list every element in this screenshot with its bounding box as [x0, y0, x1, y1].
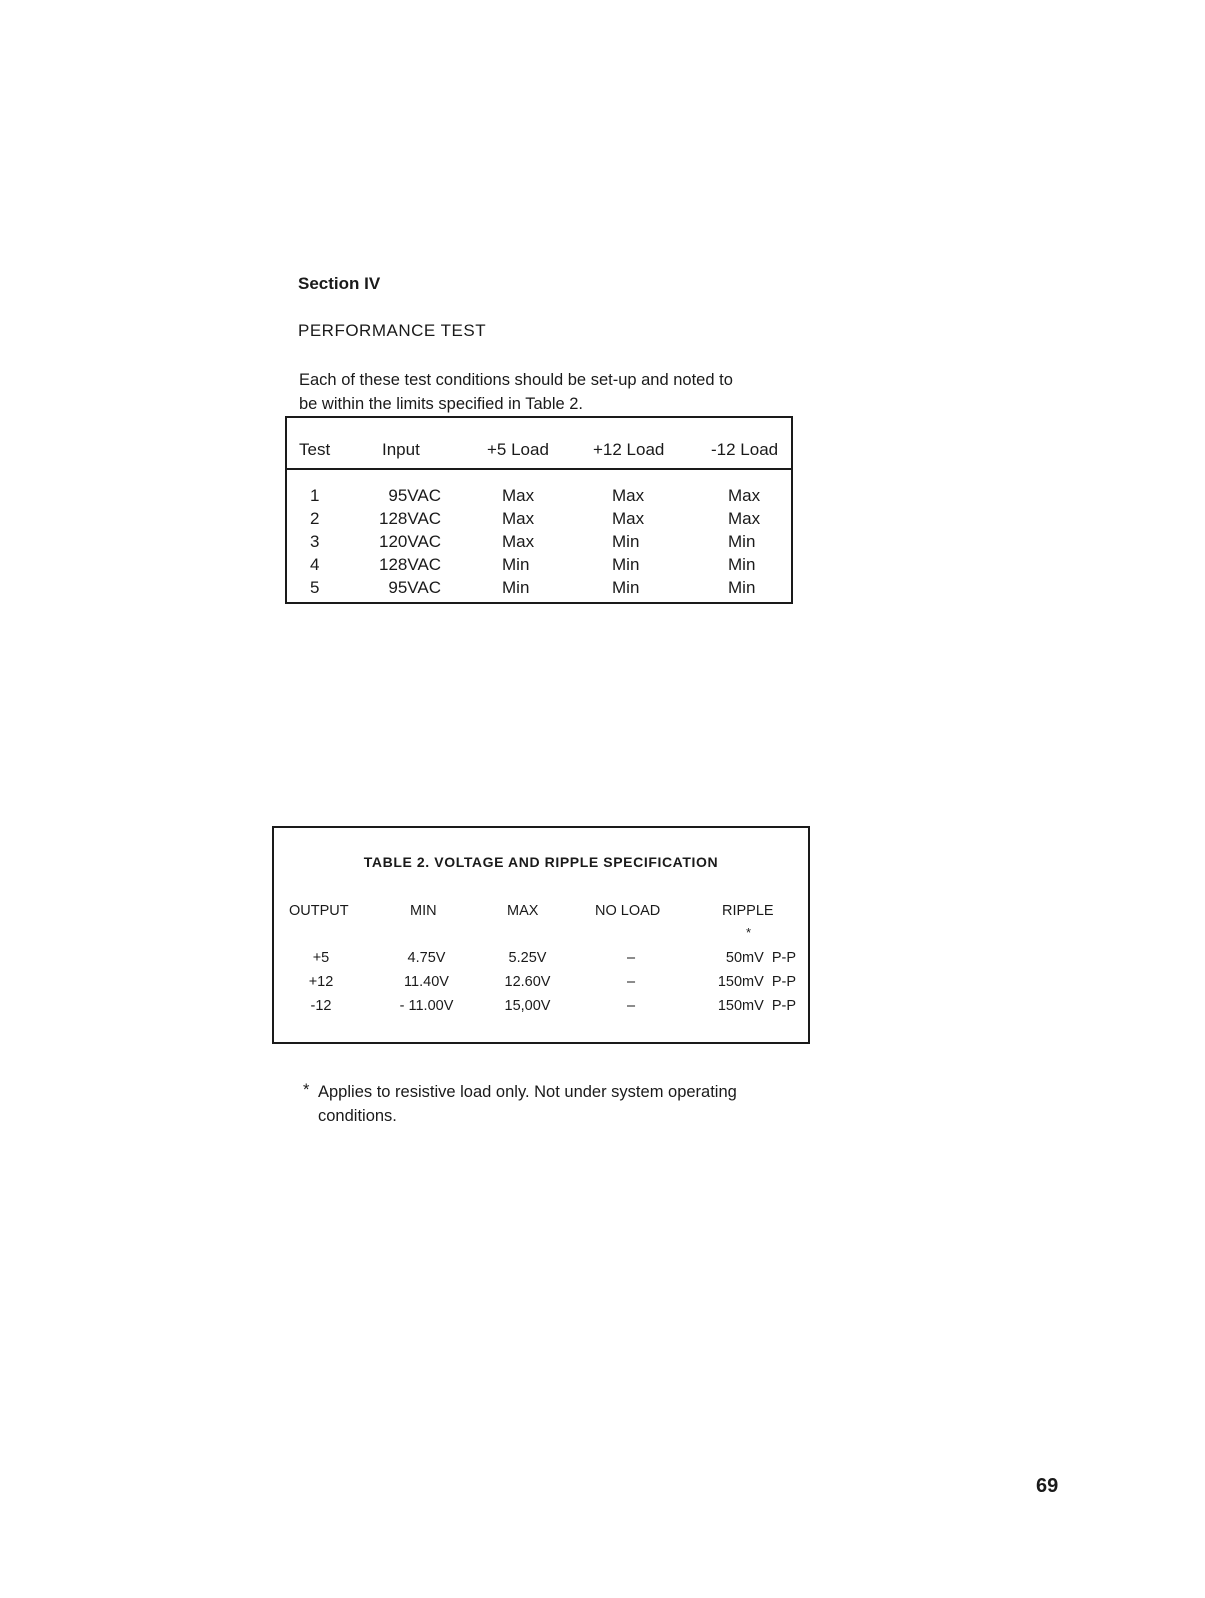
cell-output: -12 [310, 998, 332, 1014]
cell-output: +5 [312, 950, 330, 966]
voltage-ripple-table [272, 826, 810, 1044]
header-ripple: RIPPLE [722, 903, 774, 919]
footnote-marker: * [303, 1081, 310, 1099]
footnote-text [318, 1080, 798, 1128]
intro-line-1: Each of these test conditions should be set-up and noted to [299, 371, 733, 389]
header-max: MAX [507, 903, 539, 919]
ripple-asterisk: * [746, 925, 752, 940]
table-row [274, 950, 808, 974]
cell-test: 2 [310, 509, 320, 528]
cell-minus12: Max [728, 509, 761, 528]
page-number: 69 [1036, 1475, 1059, 1497]
cell-max: 5.25V [508, 950, 547, 966]
cell-plus5: Max [502, 509, 535, 528]
cell-no-load: – [626, 950, 636, 966]
cell-plus12: Min [612, 578, 640, 597]
header-no-load: NO LOAD [595, 903, 661, 919]
table-row [287, 509, 791, 532]
page-title: PERFORMANCE TEST [298, 321, 487, 340]
cell-plus12: Max [612, 486, 645, 505]
header-min: MIN [410, 903, 437, 919]
cell-no-load: – [626, 974, 636, 990]
cell-input: 128VAC [379, 509, 442, 528]
cell-plus5: Min [502, 555, 530, 574]
table-row [287, 555, 791, 578]
header-plus12-load: +12 Load [593, 440, 665, 459]
table-row [274, 998, 808, 1022]
cell-max: 15,00V [504, 998, 551, 1014]
header-test: Test [299, 440, 331, 459]
cell-plus5: Max [502, 486, 535, 505]
cell-input: 128VAC [379, 555, 442, 574]
footnote-line-2: conditions. [318, 1107, 397, 1125]
cell-test: 3 [310, 532, 320, 551]
cell-input: 95VAC [388, 578, 441, 597]
footnote-line-1: Applies to resistive load only. Not under system operating [318, 1083, 737, 1101]
cell-ripple: 50mV P-P [725, 950, 796, 966]
cell-no-load: – [626, 998, 636, 1014]
cell-min: 11.40V [404, 974, 449, 990]
table-title: TABLE 2. VOLTAGE AND RIPPLE SPECIFICATION [363, 854, 719, 870]
header-plus5-load: +5 Load [487, 440, 549, 459]
cell-max: 12.60V [504, 974, 551, 990]
table-row [287, 532, 791, 555]
cell-plus12: Max [612, 509, 645, 528]
table-header [287, 418, 791, 470]
cell-minus12: Min [728, 532, 756, 551]
intro-paragraph [299, 368, 819, 416]
header-output: OUTPUT [289, 903, 349, 919]
header-input: Input [382, 440, 420, 459]
table-row [274, 974, 808, 998]
cell-test: 1 [310, 486, 320, 505]
section-heading: Section IV [298, 274, 381, 293]
cell-minus12: Max [728, 486, 761, 505]
cell-test: 4 [310, 555, 320, 574]
header-minus12-load: -12 Load [711, 440, 779, 459]
test-conditions-table [285, 416, 793, 604]
table-row [287, 486, 791, 509]
cell-output: +12 [308, 974, 334, 990]
cell-input: 95VAC [388, 486, 441, 505]
cell-min: - 11.00V [399, 998, 454, 1014]
cell-test: 5 [310, 578, 320, 597]
cell-plus5: Min [502, 578, 530, 597]
cell-ripple: 150mV P-P [717, 998, 796, 1014]
cell-minus12: Min [728, 555, 756, 574]
cell-plus5: Max [502, 532, 535, 551]
cell-plus12: Min [612, 532, 640, 551]
cell-ripple: 150mV P-P [717, 974, 796, 990]
table-row [287, 578, 791, 601]
intro-line-2: be within the limits specified in Table 2. [299, 395, 584, 413]
cell-input: 120VAC [379, 532, 442, 551]
cell-min: 4.75V [407, 950, 446, 966]
cell-minus12: Min [728, 578, 756, 597]
cell-plus12: Min [612, 555, 640, 574]
